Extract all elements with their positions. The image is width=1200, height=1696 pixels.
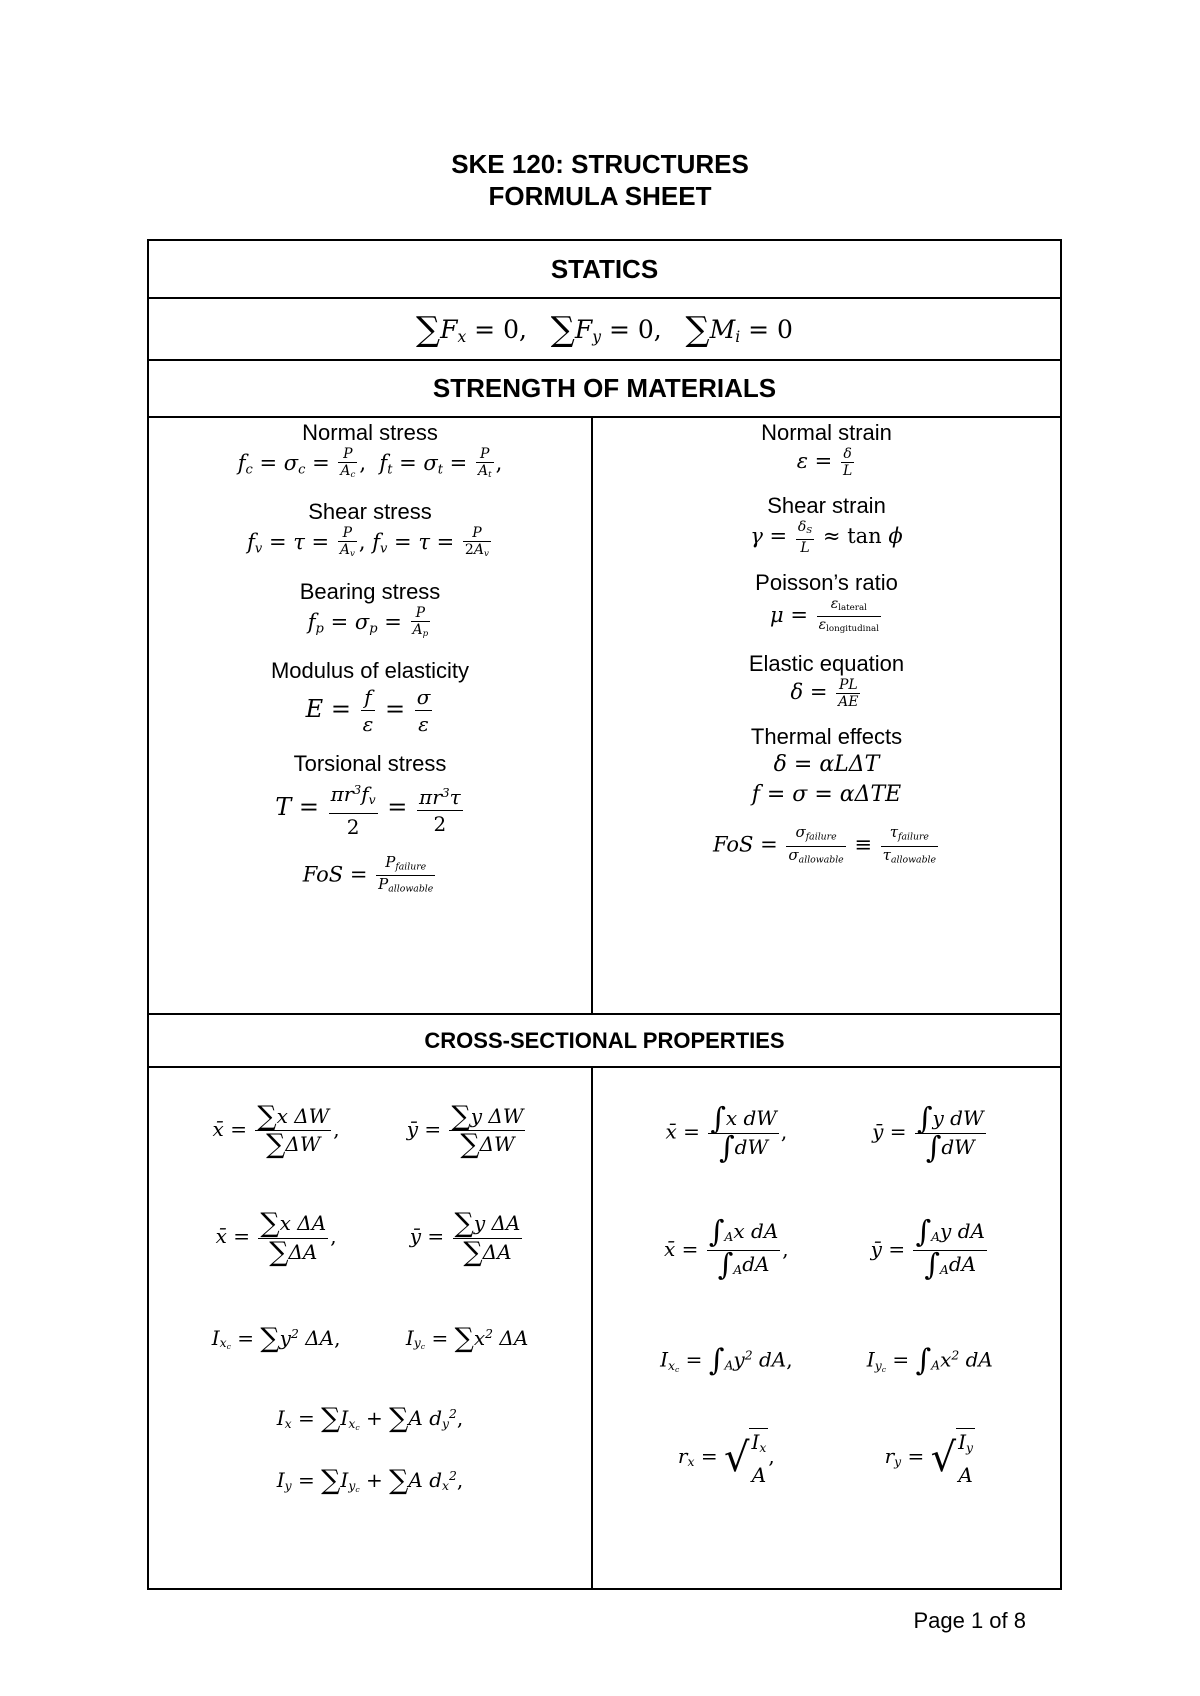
bearing-stress-formula: $f_p = \sigma_p$ = $\frac{P}{A_p}$	[149, 605, 591, 644]
elastic-equation-formula: δ = $\frac{PL}{AE}$	[790, 677, 859, 711]
elastic-equation-block	[593, 651, 1060, 710]
shear-stress-formula: $f_v = \tau$ = $\frac{P}{A_v}$ , $f_v = \tau$ = $\frac{P}{2A_v}$	[149, 525, 591, 564]
strength-right-column	[592, 417, 1061, 1014]
cross-section-left-column	[148, 1067, 592, 1589]
shear-strain-label: Shear strain	[767, 493, 886, 518]
strength-left-column	[148, 417, 592, 1014]
parallel-axis-x: $I_x = \sum I_{x_c} + \sum A$ $d_y^2$,	[276, 1402, 464, 1434]
centroid-weight-sums: x̄ = $\frac{\text{∑x ΔW}}{\sum\Delta W}$ , ȳ = $\frac{\text{∑y ΔW}}{\sum\Delta W}$	[212, 1101, 524, 1161]
torsional-stress-block	[149, 751, 591, 840]
centroid-weight-integrals: x̄ = $\frac{\text{∫x dW}}{\int dW}$ , ȳ = $\frac{\text{∫y dW}}{\int dW}$	[665, 1101, 984, 1166]
bearing-stress-block	[149, 579, 591, 644]
formula-table	[147, 239, 1062, 1590]
thermal-effects-block	[593, 724, 1060, 810]
normal-strain-block	[593, 420, 1060, 479]
centroidal-inertia-integrals: $I_{x_c} = \int_Ay^2$ dA, $I_{y_c} = \int_Ax^2$ dA	[660, 1343, 993, 1378]
modulus-label: Modulus of elasticity	[270, 657, 470, 683]
shear-stress-block	[149, 499, 591, 564]
thermal-effects-formula: δ = αLΔT f = σ = αΔTE	[751, 752, 902, 808]
shear-strain-block	[593, 493, 1060, 556]
poisson-block	[593, 570, 1060, 637]
statics-heading: STATICS	[148, 240, 1061, 298]
fos-left-block	[149, 854, 591, 898]
torsional-stress-formula: T = $\frac{\pi r^3f_v}{2}$ = $\frac{\pi r^3\tau}{2}$	[275, 781, 461, 839]
centroid-area-integrals: x̄ = $\frac{\int_Ax dA}{\int_AdA}$ , ȳ = $\frac{\int_Ay dA}{\int_AdA}$	[664, 1214, 985, 1283]
centroidal-inertia-sums: $I_{x_c} = \sum y^2$ ΔA, $I_{y_c} = \sum x^2$ ΔA	[211, 1322, 529, 1354]
normal-strain-label: Normal strain	[761, 420, 892, 445]
fos-right-formula: FoS = $\frac{\sigma_{failure}}{\sigma_{allowable}}$ ≡ $\frac{\tau_{failure}}{\tau_{allowable}}$	[593, 824, 1060, 868]
modulus-block	[149, 658, 591, 737]
centroid-area-sums: x̄ = $\frac{\text{∑x ΔA}}{\sum\Delta A}$ , ȳ = $\frac{\text{∑y ΔA}}{\sum\Delta A}$	[215, 1208, 521, 1268]
torsional-stress-label: Torsional stress	[293, 750, 447, 776]
poisson-formula: μ = $\frac{\varepsilon_{lateral}}{\varepsilon_{longitudinal}}$	[593, 596, 1060, 637]
shear-strain-formula: γ = $\frac{\delta_S}{L}$ ≈ tan ϕ	[750, 519, 903, 557]
fos-left-formula: FoS = $\frac{P_{failure}}{P_{allowable}}$	[149, 854, 591, 898]
bearing-stress-label: Bearing stress	[299, 578, 441, 604]
page-number: Page 1 of 8	[913, 1608, 1026, 1633]
strength-heading: STRENGTH OF MATERIALS	[148, 360, 1061, 417]
parallel-axis-y: $I_y = \sum I_{y_c} + \sum A$ $d_x^2$,	[276, 1464, 464, 1496]
normal-strain-formula: ε = $\frac{\delta}{L}$	[796, 446, 853, 479]
modulus-formula: E = $\frac{f}{\varepsilon}$ = $\frac{\sigma}{\varepsilon}$	[305, 684, 431, 736]
cross-section-heading: CROSS-SECTIONAL PROPERTIES	[148, 1014, 1061, 1067]
fos-right-block	[593, 824, 1060, 868]
cross-section-right-column	[592, 1067, 1061, 1589]
normal-stress-formula: $f_c = \sigma_c$ = $\frac{P}{A_c}$ , $f_t = \sigma_t$ = $\frac{P}{A_t}$ ,	[149, 446, 591, 485]
elastic-equation-label: Elastic equation	[748, 651, 905, 677]
sheet-subtitle: FORMULA SHEET	[488, 181, 712, 211]
thermal-effects-label: Thermal effects	[750, 724, 903, 750]
normal-stress-label: Normal stress	[302, 420, 438, 445]
shear-stress-label: Shear stress	[308, 499, 432, 525]
sheet-title: SKE 120: STRUCTURES	[451, 149, 749, 179]
poisson-label: Poisson’s ratio	[755, 570, 898, 596]
equilibrium-equations: $\sum F_x = 0$, $\sum F_y = 0$, $\sum M_i = 0$	[148, 298, 1061, 360]
radius-of-gyration: $r_x$ = √ $I_x$ A , $r_y$ = √ $I_y$ A	[677, 1430, 974, 1487]
normal-stress-block	[149, 420, 591, 485]
